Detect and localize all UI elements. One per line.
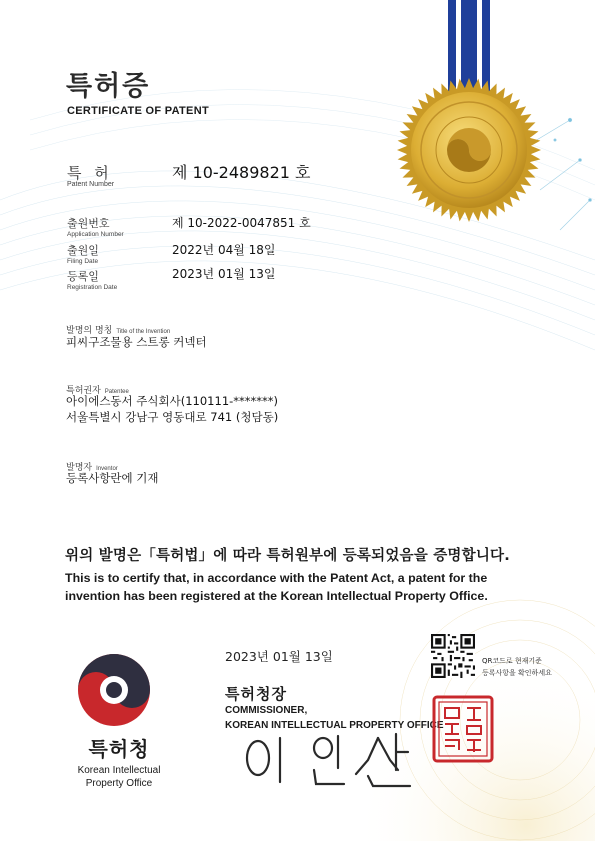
inventor-value: 등록사항란에 기재: [66, 471, 159, 485]
patent-number-value: 제 10-2489821 호: [172, 163, 311, 182]
field-label: 출원번호: [67, 217, 110, 230]
invention-label-ko: 발명의 명칭: [66, 326, 113, 336]
application-number-value: 제 10-2022-0047851 호: [172, 216, 311, 230]
filing-date-row: [67, 242, 99, 265]
commissioner-title-en-line1: COMMISSIONER,: [225, 705, 308, 716]
field-label-en: Application Number: [67, 231, 124, 238]
commissioner-title-ko: 특허청장: [225, 685, 287, 703]
field-label: 등록일: [67, 270, 99, 283]
registration-date-row: [67, 268, 117, 291]
certification-statement-ko: 위의 발명은「특허법」에 따라 특허원부에 등록되었음을 증명합니다.: [65, 548, 510, 564]
invention-title: 피씨구조물용 스트롱 커넥터: [66, 335, 207, 349]
document-subtitle: CERTIFICATE OF PATENT: [67, 105, 209, 117]
qr-note-line2: 등록사항을 확인하세요: [482, 669, 552, 677]
commissioner-signature: [228, 730, 418, 790]
registration-date-value: 2023년 01월 13일: [172, 267, 276, 281]
patentee-label-en: Patentee: [104, 389, 129, 395]
qr-code[interactable]: [431, 634, 475, 678]
gold-seal-icon: [397, 78, 541, 222]
patent-number-label-en: Patent Number: [67, 181, 115, 188]
certification-statement-en-line2: invention has been registered at the Korean Intellectual Property Office.: [65, 589, 488, 603]
invention-label-en: Title of the Invention: [116, 329, 171, 335]
field-label: 출원일: [67, 244, 99, 257]
patentee-label-ko: 특허권자: [66, 386, 101, 396]
application-number-row: [67, 215, 124, 238]
patentee-name: 아이에스동서 주식회사(110111-*******): [66, 394, 279, 408]
patentee-address: 서울특별시 강남구 영동대로 741 (청담동): [66, 410, 279, 424]
field-label-en: Registration Date: [67, 284, 118, 291]
patent-number-label: 특 허: [67, 164, 113, 182]
commissioner-title-en-line2: KOREAN INTELLECTUAL PROPERTY OFFICE: [225, 720, 444, 731]
issue-date: 2023년 01월 13일: [225, 649, 333, 664]
kipo-emblem-icon: [76, 652, 152, 728]
certification-statement-en-line1: This is to certify that, in accordance with the Patent Act, a patent for the: [65, 571, 488, 585]
official-stamp-icon: [431, 694, 495, 764]
kipo-name-ko: 특허청: [88, 737, 150, 761]
inventor-label-en: Inventor: [96, 466, 118, 472]
kipo-name-en-line2: Property Office: [85, 778, 153, 789]
document-title: 특허증: [66, 71, 151, 102]
filing-date-value: 2022년 04월 18일: [172, 243, 276, 257]
inventor-label-ko: 발명자: [66, 463, 93, 473]
kipo-name-en-line1: Korean Intellectual: [77, 765, 161, 776]
qr-note-line1: QR코드로 현재기준: [482, 657, 542, 665]
field-label-en: Filing Date: [67, 258, 99, 265]
